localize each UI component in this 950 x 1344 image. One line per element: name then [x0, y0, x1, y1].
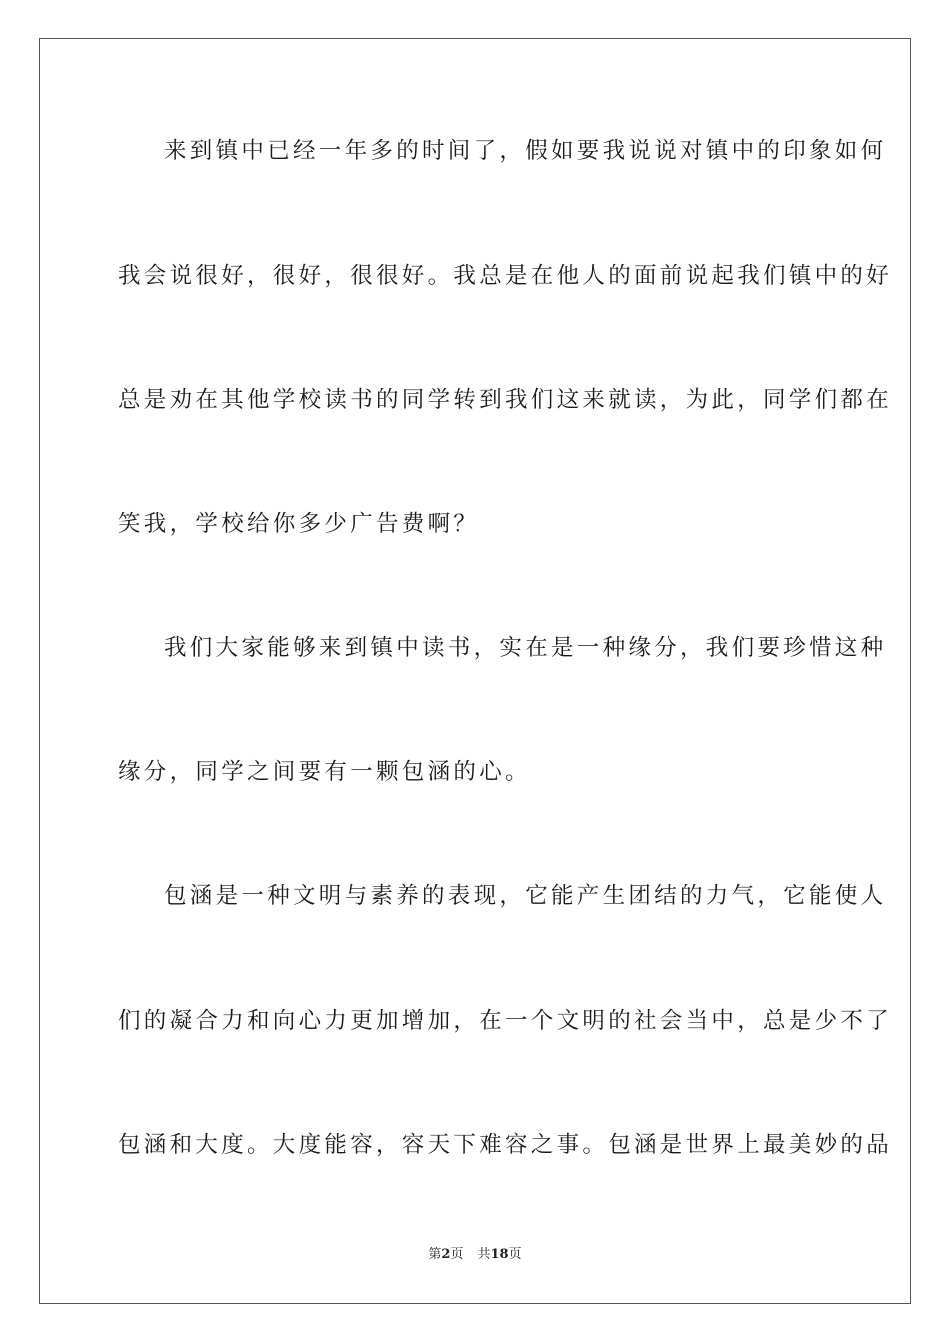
paragraph-1-line-2: 我会说很好，很好，很很好。我总是在他人的面前说起我们镇中的好	[118, 263, 893, 289]
page-prefix: 第	[428, 1247, 442, 1262]
paragraph-1-line-3: 总是劝在其他学校读书的同学转到我们这来就读，为此，同学们都在	[118, 387, 893, 413]
total-suffix: 页	[508, 1247, 522, 1262]
paragraph-3-line-3: 包涵和大度。大度能容，容天下难容之事。包涵是世界上最美妙的品	[118, 1132, 893, 1158]
paragraph-3-line-2: 们的凝合力和向心力更加增加，在一个文明的社会当中，总是少不了	[118, 1008, 893, 1034]
paragraph-2-line-2: 缘分，同学之间要有一颗包涵的心。	[118, 759, 531, 785]
paragraph-3-line-1: 包涵是一种文明与素养的表现，它能产生团结的力气，它能使人	[164, 883, 887, 909]
page-number: 2	[441, 1247, 451, 1262]
total-pages: 18	[490, 1247, 509, 1262]
paragraph-1-line-4: 笑我，学校给你多少广告费啊？	[118, 511, 480, 537]
page-suffix: 页	[450, 1247, 464, 1262]
page-footer	[0, 1247, 950, 1263]
paragraph-2-line-1: 我们大家能够来到镇中读书，实在是一种缘分，我们要珍惜这种	[164, 635, 887, 661]
total-prefix: 共	[477, 1247, 491, 1262]
page-border	[39, 38, 911, 1304]
paragraph-1-line-1: 来到镇中已经一年多的时间了，假如要我说说对镇中的印象如何	[164, 138, 887, 164]
